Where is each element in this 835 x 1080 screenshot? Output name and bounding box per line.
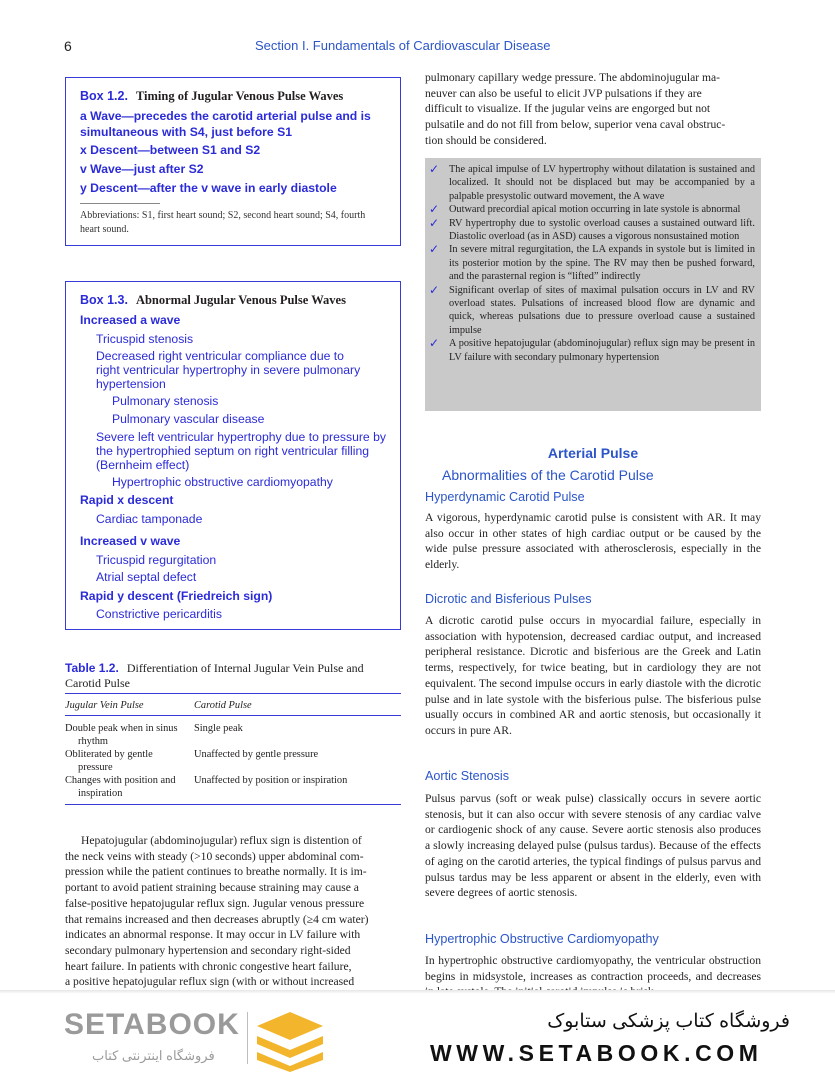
store-url[interactable]: WWW.SETABOOK.COM — [430, 1040, 763, 1066]
box-line: a Wave—precedes the carotid arterial pulse and is — [80, 109, 371, 123]
logo-tagline: فروشگاه اینترنتی کتاب — [92, 1048, 215, 1063]
check-icon: ✓ — [429, 242, 440, 257]
text-line: secondary pulmonary hypertension and secondary right-sided — [65, 943, 351, 957]
check-icon: ✓ — [429, 202, 440, 217]
text-line: portant to avoid patient straining because straining may cause a — [65, 881, 359, 895]
checklist-item — [429, 203, 755, 216]
subheading: Hypertrophic Obstructive Cardiomyopathy — [425, 932, 659, 946]
checklist-text: A positive hepatojugular (abdominojugular) reflux sign may be present in LV failure with secondary pulmonary hypertension — [449, 338, 755, 363]
subheading: Dicrotic and Bisferious Pulses — [425, 592, 592, 606]
box-line: Increased a wave — [80, 313, 181, 327]
box-title-text: Timing of Jugular Venous Pulse Waves — [135, 89, 344, 103]
check-icon: ✓ — [429, 162, 440, 176]
box-line: right ventricular hypertrophy in severe pulmonary — [96, 363, 361, 377]
box-line: Decreased right ventricular compliance due to — [96, 349, 344, 363]
paragraph: A vigorous, hyperdynamic carotid pulse is consistent with AR. It may also occur in other states of high cardiac output or be caused by the wide pulse pressure associated with atherosclerosis, especially in the elderly. — [425, 511, 761, 572]
box-label: Box 1.3. — [80, 293, 128, 307]
box-line: Hypertrophic obstructive cardiomyopathy — [112, 475, 333, 489]
hepatojugular-paragraph — [65, 833, 401, 1006]
text-line: false-positive hepatojugular reflux sign. Jugular venous pressure — [65, 896, 365, 910]
table-rule — [65, 693, 401, 694]
check-icon: ✓ — [429, 336, 440, 351]
text-line: pulsatile and do not fill from below, superior vena caval obstruc- — [425, 118, 726, 132]
box-line: Tricuspid regurgitation — [96, 553, 217, 567]
check-icon: ✓ — [429, 282, 440, 297]
table-title-line: Carotid Pulse — [65, 676, 130, 690]
box-label: Box 1.2. — [80, 89, 128, 103]
table-title — [65, 661, 364, 676]
subheading: Hyperdynamic Carotid Pulse — [425, 490, 585, 504]
text-line: heart failure. In patients with chronic congestive heart failure, — [65, 959, 352, 973]
table-cell: Single peak — [194, 723, 243, 734]
section-subtitle: Abnormalities of the Carotid Pulse — [442, 467, 654, 483]
box-line: x Descent—between S1 and S2 — [80, 143, 261, 157]
text-line: indicates an abnormal response. It may occur in LV failure with — [65, 928, 361, 942]
divider — [80, 203, 160, 204]
checklist-item — [429, 217, 755, 244]
box-line: the hypertrophied septum on right ventricular filling — [96, 444, 370, 458]
abbreviation-line: Abbreviations: S1, first heart sound; S2, second heart sound; S4, fourth — [80, 210, 366, 221]
jvp-continuation-paragraph — [425, 70, 761, 149]
text-line: a positive hepatojugular reflux sign (with or without increased — [65, 975, 355, 989]
box-line: Constrictive pericarditis — [96, 607, 222, 621]
footer-shade — [0, 990, 835, 994]
paragraph: In hypertrophic obstructive cardiomyopathy, the ventricular obstruction begins in midsystole, increases as contraction proceeds, and decreases — [425, 954, 761, 983]
box-line: (Bernheim effect) — [96, 458, 190, 472]
table-cell: Unaffected by position or inspiration — [194, 775, 348, 786]
box-title — [80, 293, 346, 308]
text-line: neuver can also be useful to elicit JVP pulsations if they are — [425, 86, 702, 100]
box-line: y Descent—after the v wave in early diastole — [80, 181, 337, 195]
paragraph: A dicrotic carotid pulse occurs in myocardial failure, especially in association with hypotension, decreased cardiac output, and increased peripheral resistance. Dicrotic and bisferious are the Greek and Latin terms, respectively, for twice beating, but in cardiology they are not equivalent. The second impulse occurs in early diastole with the dicrotic pulse and in late systole with the bisferious pulse. The bisferious pulse usually occurs in combined AR and aortic stenosis, but occasionally it occurs in pure AR. — [425, 614, 761, 737]
logo-layer-top — [257, 1012, 323, 1040]
book-stack-icon — [253, 1008, 327, 1072]
text-line: that remains increased and then decreases abruptly (≥4 cm water) — [65, 912, 369, 926]
checklist-text: In severe mitral regurgitation, the LA expands in systole but is limited in its posterior motion by the spine. The RV may then be pushed forward, and the parasternal region is “lifted” indirectly — [449, 244, 755, 283]
store-logo — [64, 1008, 240, 1068]
text-line: the neck veins with steady (>10 seconds) upper abdominal com- — [65, 849, 364, 863]
table-cell: Double peak when in sinus — [65, 723, 178, 734]
checklist-item — [429, 163, 755, 203]
checklist-text: Significant overlap of sites of maximal pulsation occurs in LV and RV overload states. Pulsations of increased blood flow are dynamic and quick, whereas pulsations due to pressure overload cause a sustained impulse — [449, 284, 755, 336]
box-line: Pulmonary vascular disease — [112, 412, 265, 426]
box-line: Increased v wave — [80, 534, 181, 548]
table-header: Carotid Pulse — [194, 700, 252, 711]
checklist-text: RV hypertrophy due to systolic overload causes a sustained outward lift. Diastolic overload (as in ASD) causes a vigorous nonsustained motion — [449, 217, 755, 243]
checklist-item — [429, 284, 755, 338]
checklist-item — [429, 243, 755, 283]
page-number: 6 — [64, 38, 72, 54]
box-line: simultaneous with S4, just before S1 — [80, 125, 292, 139]
box-line: Atrial septal defect — [96, 570, 197, 584]
publisher-footer — [0, 990, 835, 1080]
box-line: Rapid y descent (Friedreich sign) — [80, 589, 273, 603]
table-rule — [65, 804, 401, 805]
box-line: hypertension — [96, 377, 166, 391]
text-line: Hepatojugular (abdominojugular) reflux sign is distention of — [81, 834, 362, 847]
box-line: Severe left ventricular hypertrophy due to pressure by — [96, 430, 386, 444]
check-icon: ✓ — [429, 215, 440, 230]
text-line: difficult to visualize. If the jugular veins are engorged but not — [425, 102, 711, 116]
box-line: Cardiac tamponade — [96, 512, 203, 526]
text-line: pulmonary capillary wedge pressure. The abdominojugular ma- — [425, 71, 721, 84]
paragraph: Pulsus parvus (soft or weak pulse) classically occurs in severe aortic stenosis, but it can also occur with severe stenosis of any cardiac valve or cardiogenic shock of any cause. Severe aortic stenosis also produces a slowly increasing delayed pulse (pulsus tardus). Because of the effects of aging on the carotid arteries, the typical findings of pulsus parvus and pulsus tardus may be less apparent or absent in the elderly, even with severe degrees of aortic stenosis. — [425, 792, 761, 900]
text-line: tion should be considered. — [425, 133, 547, 147]
running-title: Section I. Fundamentals of Cardiovascular Disease — [255, 38, 551, 53]
box-line: v Wave—just after S2 — [80, 162, 204, 176]
store-name: فروشگاه کتاب پزشکی ستابوک — [547, 1011, 790, 1032]
section-title: Arterial Pulse — [547, 445, 639, 461]
box-title — [80, 89, 343, 104]
table-title-line: Differentiation of Internal Jugular Vein Pulse and — [126, 661, 364, 675]
table-rule — [65, 715, 401, 716]
checklist-text: The apical impulse of LV hypertrophy without dilatation is sustained and localized. It should not be displaced but may be accompanied by a palpable presystolic outward movement, the A wave — [449, 164, 755, 202]
abbreviation-line: heart sound. — [80, 224, 129, 235]
table-cell: rhythm — [78, 736, 109, 747]
box-line: Tricuspid stenosis — [96, 332, 194, 346]
table-label: Table 1.2. — [65, 661, 119, 675]
table-cell: pressure — [78, 762, 113, 773]
checklist-text: Outward precordial apical motion occurring in late systole is abnormal — [449, 204, 741, 216]
key-points-callout — [425, 158, 761, 411]
checklist-item — [429, 337, 755, 364]
box-title-text: Abnormal Jugular Venous Pulse Waves — [135, 293, 346, 307]
logo-divider — [247, 1012, 248, 1064]
table-cell: Unaffected by gentle pressure — [194, 749, 319, 760]
logo-wordmark: SETABOOK — [64, 1008, 240, 1041]
box-1-2 — [65, 77, 401, 246]
table-header: Jugular Vein Pulse — [65, 700, 144, 711]
box-line: Pulmonary stenosis — [112, 394, 219, 408]
box-line: Rapid x descent — [80, 493, 174, 507]
table-cell: Changes with position and — [65, 775, 176, 786]
table-cell: inspiration — [78, 788, 123, 799]
text-line: pression while the patient continues to breathe normally. It is im- — [65, 865, 367, 879]
box-1-3 — [65, 281, 401, 630]
table-cell: Obliterated by gentle — [65, 749, 153, 760]
subheading: Aortic Stenosis — [425, 769, 509, 783]
